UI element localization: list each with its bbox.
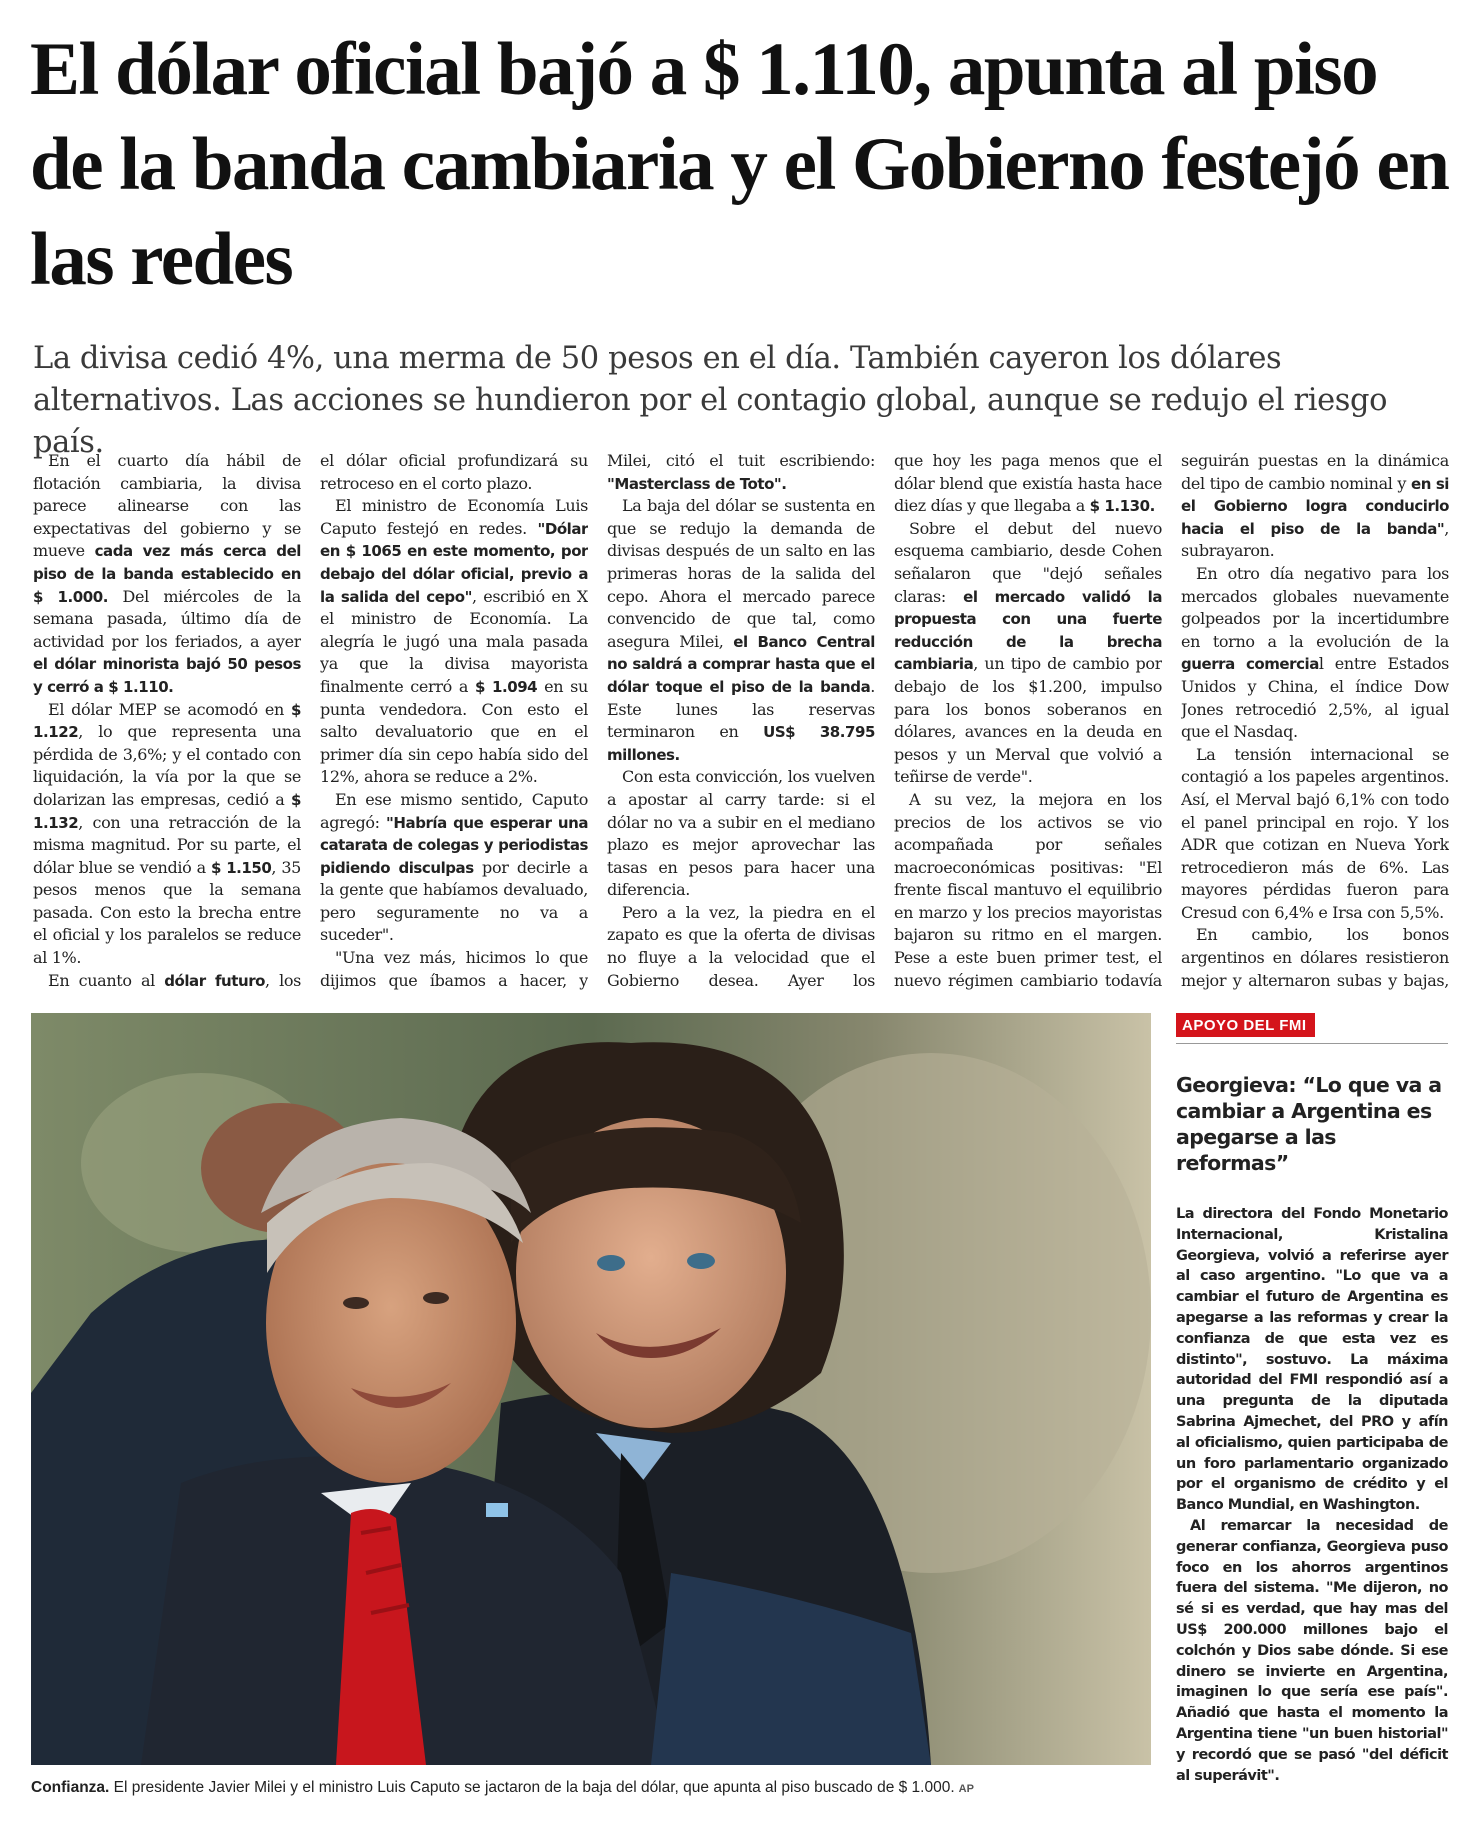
paragraph: "Una vez más, hicimos lo que dijimos que íbamos a hacer, y [320,948,588,990]
paragraph: Sobre el debut del nuevo esquema cambiario, desde Cohen señalaron que "dejó señales claras: el mercado validó la propuesta con una fuerte reducción de la brecha cambiaria, un tipo de cambio por debajo de los $1.200, impulso para los bonos soberanos en dólares, avances en la deuda en pesos y un Merval que volvió a teñirse de verde". [894,518,1162,787]
body-column-3 [607,450,875,990]
paragraph: seguirán puestas en la dinámica del tipo de cambio nominal y en si el Gobierno logra conducirlo hacia el piso de la banda", subrayaron. [1181,451,1449,561]
paragraph: El ministro de Economía Luis Caputo festejó en redes. "Dólar en $ 1065 en este momento, por debajo del dólar oficial, previo a la salida del cepo", escribió en X el ministro de Economía. La alegría le jugó una mala pasada ya que la divisa mayorista finalmente cerró a $ 1.094 en su punta vendedora. Con esto el salto devaluatorio que en el primer día sin cepo había sido del 12%, ahora se reduce a 2%. [320,496,588,787]
paragraph: Pero a la vez, la piedra en el zapato es que la oferta de divisas no fluye a la velocidad que el Gobierno desea. Ayer los [607,902,875,990]
body-column-2 [320,450,588,990]
article-headline: El dólar oficial bajó a $ 1.110, apunta al piso de la banda cambiaria y el Gobierno festejó en las redes [30,28,1449,301]
caption-text: El presidente Javier Milei y el ministro Luis Caputo se jactaron de la baja del dólar, que apunta al piso buscado de $ 1.000. [109,1779,955,1796]
paragraph: La baja del dólar se sustenta en que se redujo la demanda de divisas después de un salto en las primeras horas de la salida del cepo. Ahora el mercado parece convencido de que tal, como asegura Milei, el Banco Central no saldrá a comprar hasta que el dólar toque el piso de la banda. Este lunes las reservas terminaron en US$ 38.795 millones. [607,496,875,764]
photo-caption [31,1778,1151,1799]
body-column-5 [1181,450,1449,990]
paragraph: En cuanto al dólar futuro, los [48,970,301,990]
paragraph: En el cuarto día hábil de flotación cambiaria, la divisa parece alinearse con las expectativas del gobierno y se mueve cada vez más cerca del piso de la banda establecido en $ 1.000. Del miércoles de la semana pasada, último día de actividad por los feriados, a ayer el dólar minorista bajó 50 pesos y cerró a $ 1.110. [33,451,301,696]
paragraph: Con esta convicción, los vuelven a apostar al carry tarde: si el dólar no va a subir en el mediano plazo es mejor aprovechar las tasas en pesos para hacer una diferencia. [607,767,875,900]
sidebar-box [1176,1013,1448,1803]
body-column-1 [33,450,301,990]
paragraph: Milei, citó el tuit escribiendo: "Masterclass de Toto". [607,451,875,493]
paragraph: el dólar oficial profundizará su retroceso en el corto plazo. [320,451,588,493]
article-deck: La divisa cedió 4%, una merma de 50 pesos en el día. También cayeron los dólares alternativos. Las acciones se hundieron por el contagio global, aunque se redujo el riesgo país. [33,341,1388,460]
paragraph: El dólar MEP se acomodó en $ 1.122, lo que representa una pérdida de 3,6%; y el contado con liquidación, la vía por la que se dolarizan las empresas, cedió a $ 1.132, con una retracción de la misma magnitud. Por su parte, el dólar blue se vendió a $ 1.150, 35 pesos menos que la semana pasada. Con esto la brecha entre el oficial y los paralelos se reduce al 1%. [33,699,301,968]
sidebar-body [1176,1204,1448,1786]
divider [1176,1043,1448,1044]
paragraph: La tensión internacional se contagió a los papeles argentinos. Así, el Merval bajó 6,1% con todo el panel principal en rojo. Y los ADR que cotizan en Nueva York retrocedieron más de 6%. Las mayores pérdidas fueron para Cresud con 6,4% e Irsa con 5,5%. [1181,744,1449,922]
article-body [33,450,1448,990]
paragraph: Al remarcar la necesidad de generar confianza, Georgieva puso foco en los ahorros argentinos fuera del sistema. "Me dijeron, no sé si es verdad, que hay mas del US$ 200.000 millones bajo el colchón y Dios sabe dónde. Si ese dinero se invierte en Argentina, imaginen lo que sería ese país". Añadió que hasta el momento la Argentina tiene "un buen historial" y recordó que se pasó "del déficit al superávit". [1176,1517,1448,1784]
photo-credit: AP [958,1783,974,1795]
paragraph: En cambio, los bonos argentinos en dólares resistieron mejor y alternaron subas y bajas, [1181,924,1449,990]
news-photo [31,1013,1151,1765]
caption-lead: Confianza. [31,1779,110,1796]
sidebar-kicker: APOYO DEL FMI [1176,1013,1315,1037]
paragraph: A su vez, la mejora en los precios de los activos se vio acompañada por señales macroeconómicas positivas: "El frente fiscal mantuvo el equilibrio en marzo y los precios mayoristas bajaron su ritmo en el margen. Pese a este buen primer test, el nuevo régimen cambiario todavía [894,789,1162,990]
body-column-4 [894,450,1162,990]
paragraph: La directora del Fondo Monetario Internacional, Kristalina Georgieva, volvió a referirse ayer al caso argentino. "Lo que va a cambiar el futuro de Argentina es apegarse a las reformas y crear la confianza de que esta vez es distinto", sostuvo. La máxima autoridad del FMI respondió así a una pregunta de la diputada Sabrina Ajmechet, del PRO y afín al oficialismo, quien participaba de un foro parlamentario organizado por el organismo de crédito y el Banco Mundial, en Washington. [1176,1206,1448,1514]
paragraph: que hoy les paga menos que el dólar blend que existía hasta hace diez días y que llegaba a $ 1.130. [894,451,1162,516]
paragraph: En ese mismo sentido, Caputo agregó: "Habría que esperar una catarata de colegas y periodistas pidiendo disculpas por decirle a la gente que habíamos devaluado, pero seguramente no va a suceder". [320,789,588,945]
sidebar-headline: Georgieva: “Lo que va a cambiar a Argentina es apegarse a las reformas” [1176,1073,1442,1175]
paragraph: En otro día negativo para los mercados globales nuevamente golpeados por la incertidumbre en torno a la evolución de la guerra comercial entre Estados Unidos y China, el índice Dow Jones retrocedió 2,5%, al igual que el Nasdaq. [1181,563,1449,742]
